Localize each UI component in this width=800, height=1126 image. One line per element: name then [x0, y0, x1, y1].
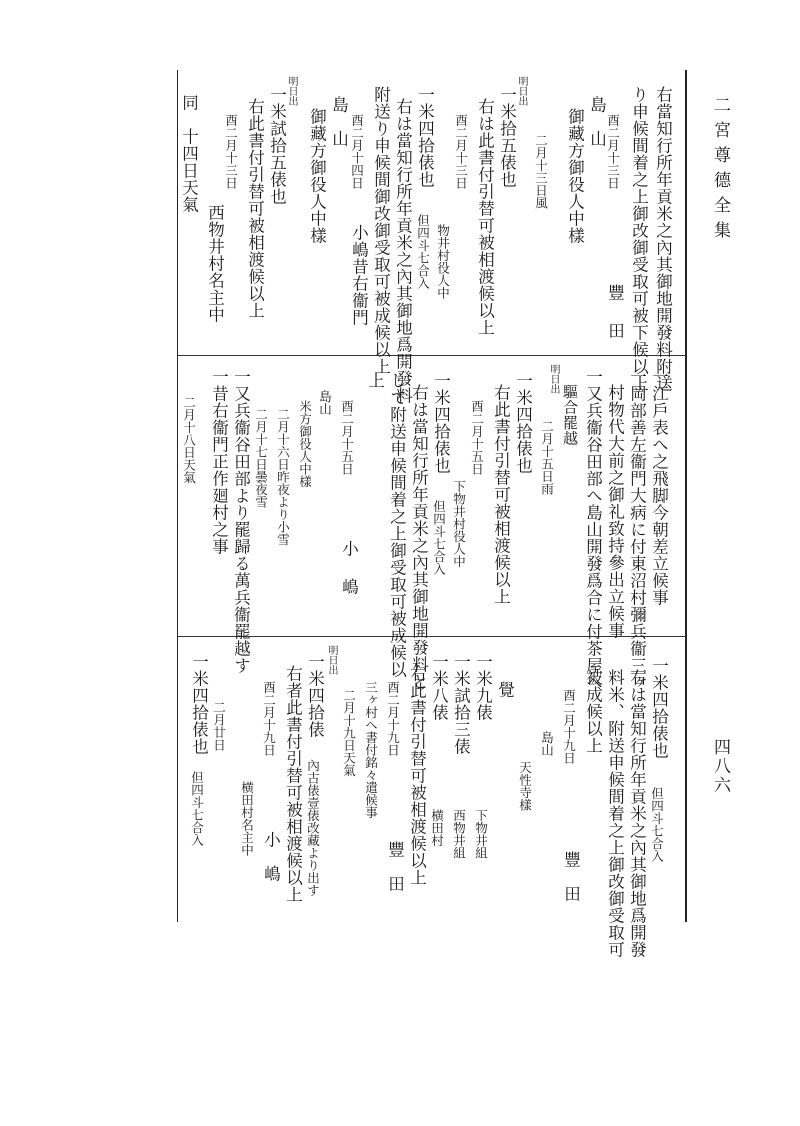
text-column: 上 [365, 372, 385, 389]
text-column: 二月十五日雨 [539, 420, 555, 495]
text-column: 右當知行所年貢米之內其御地開發料附送 [653, 86, 673, 392]
text-column: 但四斗七合入 [431, 500, 447, 575]
text-column: 三ヶ村へ書付銘々遣候事 [363, 681, 379, 819]
text-column: 明日出 [516, 76, 527, 106]
text-column: 豐 [605, 284, 625, 301]
text-column: 酉二月十三日 [223, 114, 239, 189]
text-column: 右者此書付引替可被相渡候以上 [283, 665, 303, 903]
text-column: 村物代大前之御礼致持參出立候事 [605, 384, 625, 639]
section-divider-top [178, 355, 686, 356]
text-column: 一岡部善左衞門大病に付東沼村彌兵衞三ヶ [627, 368, 647, 691]
text-column: 右は當知行所年貢米之內其御地開發料と [409, 384, 429, 690]
text-column: 被成候以上 [583, 669, 603, 754]
text-column: 田 [385, 875, 405, 892]
text-column: 西物井村名主中 [205, 204, 225, 323]
text-column: 右此書付引替可被相渡候以上 [491, 384, 511, 605]
text-column: 一昔右衞門正作廻村之事 [209, 368, 229, 555]
frame-right-rule [685, 70, 687, 922]
text-column: 明日出 [548, 364, 559, 394]
text-column: 右は當知行所年貢米之內其御地爲開發料 [393, 98, 413, 404]
text-column: 嶋 [261, 865, 281, 882]
text-column: 但四斗七合入 [649, 787, 665, 862]
text-column: り申候間着之上御改御受取可被下候以上 [629, 86, 649, 392]
text-column: 一米九俵 [473, 653, 493, 721]
section-top [178, 74, 684, 404]
text-column: 一米試拾三俵 [451, 653, 471, 755]
text-column: 同 十四日天氣 [179, 94, 199, 213]
text-column: 覺 [495, 681, 515, 698]
book-title: 二宮尊德全集 [710, 96, 730, 246]
text-column: 天性寺樣 [517, 761, 533, 811]
text-column: 酉二月十三日 [605, 114, 621, 189]
text-column: 一米八俵 [429, 653, 449, 721]
text-column: 一米試拾五俵也 [267, 86, 287, 205]
text-column: 小 [339, 540, 359, 557]
text-column: 一米四拾俵也 [415, 86, 435, 188]
text-column: 下物井村役人中 [451, 480, 467, 568]
text-column: 御藏方御役人中樣 [307, 108, 327, 244]
text-column: 一江戶表へ之飛脚今朝差立候事 [649, 368, 669, 606]
text-column: 酉二月十九日 [561, 689, 577, 764]
text-column: 明日出 [286, 76, 297, 106]
text-column: 一又兵衞谷田部へ島山開發爲合に付茶屋へ [583, 368, 603, 691]
text-column: 小 [261, 831, 281, 848]
text-column: 一米四拾俵也 [431, 372, 451, 474]
text-column: 酉二月十三日 [453, 114, 469, 189]
text-column: 酉二月十五日 [339, 400, 355, 475]
text-column: 横田村名主中 [239, 781, 255, 856]
text-column: 右は當知行所年貢米之內其御地爲開發 [627, 669, 647, 958]
text-column: 小嶋昔右衞門 [349, 224, 369, 326]
text-column: 二月十三日風 [533, 134, 549, 209]
text-column: 田 [561, 885, 581, 902]
text-column: 二月十六日昨夜より小雪 [275, 408, 291, 546]
text-column: 一米四拾俵也 [513, 372, 533, 474]
text-column: 島山 [317, 390, 333, 415]
text-column: 豐 [561, 851, 581, 868]
text-column: 一米四拾俵也 [189, 653, 209, 755]
text-column: 二月十八日天氣 [181, 396, 197, 484]
text-column: 一米四拾俵也 [649, 657, 669, 759]
text-column: 島 山 [587, 96, 607, 147]
text-column: 一米四拾俵 [305, 653, 325, 738]
text-column: 二月廿日 [211, 701, 227, 751]
text-column: 但四斗七合入 [189, 771, 205, 846]
text-column: 米方御役人中樣 [297, 400, 313, 488]
text-column: 附送り申候間御改御受取可被成候以上 [371, 86, 391, 375]
text-column: 酉二月十四日 [349, 114, 365, 189]
text-column: 横田村 [429, 809, 445, 847]
text-column: して附送申候間着之上御受取可被成候以 [387, 372, 407, 678]
text-column: 料米、附送申候間着之上御改御受取可 [605, 669, 625, 958]
text-column: 但四斗七合入 [415, 214, 431, 289]
text-column: 酉二月十九日 [385, 681, 401, 756]
text-column: 下物井組 [473, 809, 489, 859]
page-number: 四八六 [710, 738, 730, 795]
text-column: 一米拾五俵也 [497, 86, 517, 188]
text-column: 二月十七日曇夜雪 [253, 408, 269, 508]
text-column: 島山 [539, 731, 555, 756]
text-column: 嶋 [339, 578, 359, 595]
text-column: 右は此書付引替可被相渡候以上 [475, 98, 495, 336]
text-column: 酉二月十五日 [469, 400, 485, 475]
text-column: 島 山 [329, 96, 349, 147]
text-column: 明日出 [326, 645, 337, 675]
text-column: 二月十九日天氣 [341, 689, 357, 777]
text-column: 御藏方御役人中樣 [565, 108, 585, 244]
text-column: 右此書付引替可被相渡候以上 [245, 98, 265, 319]
section-bottom [178, 641, 684, 958]
text-column: 西物井組 [451, 809, 467, 859]
text-column: 田 [605, 322, 625, 339]
text-column: 豐 [385, 841, 405, 858]
text-column: 內古俵壹俵改藏より出す [305, 759, 321, 897]
text-column: 酉二月十九日 [261, 681, 277, 756]
text-column: 一又兵衞谷田部より罷歸る萬兵衞罷越す [231, 368, 251, 674]
text-column: 驅合罷越 [561, 384, 579, 446]
text-column: 物井村役人中 [435, 224, 451, 299]
text-column: 右此書付引替可被相渡候以上 [407, 665, 427, 886]
